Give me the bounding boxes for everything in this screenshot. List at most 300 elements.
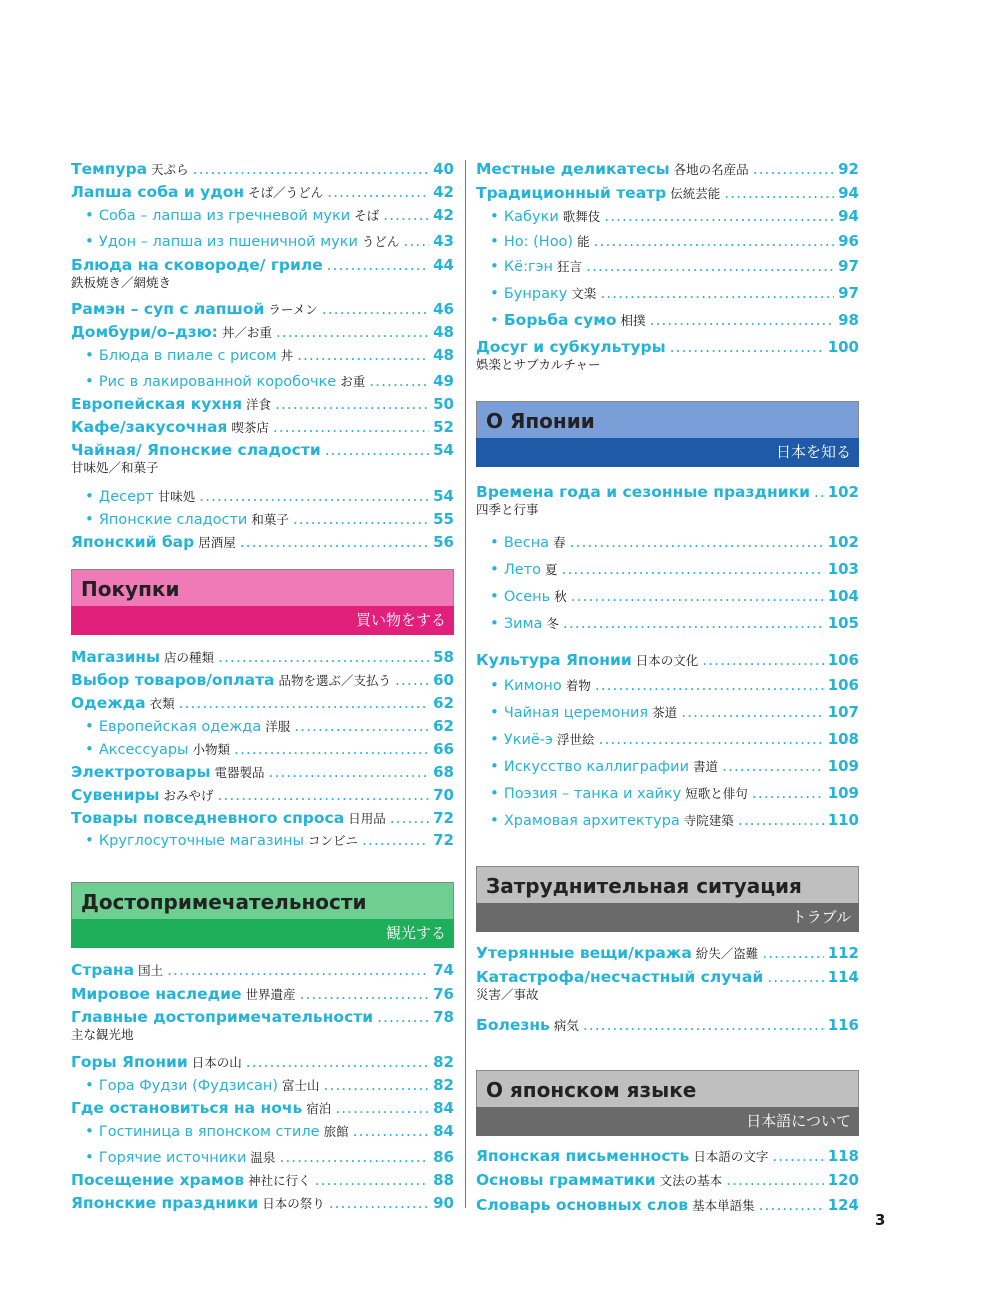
dot-leader	[315, 1170, 429, 1190]
bullet-icon: •	[85, 1122, 94, 1140]
section-subtitle: 買い物をする	[71, 606, 454, 635]
entry-japanese: 基本単語集	[692, 1198, 755, 1213]
toc-subentry[interactable]	[71, 371, 454, 392]
toc-subentry[interactable]	[71, 1121, 454, 1142]
entry-title: Сувениры	[71, 786, 160, 804]
entry-title: Блюда в пиале с рисом	[98, 348, 277, 364]
entry-page: 103	[827, 560, 859, 578]
entry-page: 118	[827, 1147, 859, 1165]
entry-title: Чайная/ Японские сладости	[71, 441, 321, 459]
entry-page: 43	[433, 232, 454, 250]
entry-japanese: 伝統芸能	[670, 186, 721, 201]
entry-page: 76	[433, 985, 454, 1003]
entry-japanese: 衣類	[149, 696, 175, 711]
entry-page: 60	[433, 671, 454, 689]
entry-title: Где остановиться на ночь	[71, 1099, 303, 1117]
entry-title: Борьба сумо	[503, 311, 617, 329]
entry-japanese: 甘味処	[157, 489, 196, 504]
entry-japanese: 鉄板焼き／網焼き	[71, 275, 172, 290]
entry-page: 96	[838, 232, 859, 250]
bullet-icon: •	[85, 740, 94, 758]
entry-title: Весна	[503, 535, 550, 551]
dot-leader	[600, 283, 834, 303]
entry-japanese: 店の種類	[164, 650, 215, 665]
section-shopping	[71, 569, 454, 635]
entry-title: Катастрофа/несчастный случай	[476, 968, 764, 986]
dot-leader	[325, 440, 429, 460]
bullet-icon: •	[490, 811, 499, 829]
dot-leader	[762, 943, 823, 963]
entry-title: Словарь основных слов	[476, 1196, 689, 1214]
entry-page: 104	[827, 587, 859, 605]
dot-leader	[269, 762, 430, 782]
entry-japanese: 相撲	[620, 313, 646, 328]
entry-page: 66	[433, 740, 454, 758]
section-subtitle: 日本語について	[476, 1107, 859, 1136]
toc-entry[interactable]	[476, 337, 859, 373]
entry-page: 90	[433, 1194, 454, 1212]
entry-title: Гостиница в японском стиле	[98, 1124, 320, 1140]
entry-japanese: 寺院建築	[683, 813, 734, 828]
entry-page: 109	[827, 784, 859, 802]
dot-leader	[395, 670, 429, 690]
entry-japanese: 病気	[553, 1018, 579, 1033]
dot-leader	[650, 310, 835, 330]
entry-japanese: 温泉	[250, 1150, 276, 1165]
entry-title: Товары повседневного спроса	[71, 809, 345, 827]
toc-entry[interactable]	[71, 532, 454, 553]
bullet-icon: •	[490, 560, 499, 578]
entry-japanese: 狂言	[557, 259, 583, 274]
entry-japanese: ラーメン	[268, 302, 318, 317]
toc-subentry[interactable]	[476, 283, 859, 304]
entry-page: 48	[433, 346, 454, 364]
toc-subentry[interactable]	[71, 1147, 454, 1168]
bullet-icon: •	[490, 533, 499, 551]
dot-leader	[753, 159, 834, 179]
bullet-icon: •	[85, 831, 94, 849]
toc-entry[interactable]	[71, 785, 454, 806]
dot-leader	[335, 1098, 429, 1118]
section-title: О Японии	[476, 401, 859, 438]
toc-subentry[interactable]	[476, 756, 859, 777]
dot-leader	[362, 830, 429, 850]
dot-leader	[759, 1195, 824, 1215]
entry-japanese: 洋服	[265, 719, 291, 734]
dot-leader	[294, 716, 429, 736]
bullet-icon: •	[490, 676, 499, 694]
entry-page: 97	[838, 257, 859, 275]
entry-title: Темпура	[71, 160, 148, 178]
toc-entry[interactable]	[476, 183, 859, 204]
bullet-icon: •	[490, 587, 499, 605]
dot-leader	[670, 337, 824, 357]
dot-leader	[276, 322, 429, 342]
entry-japanese: 世界遺産	[245, 987, 296, 1002]
section-subtitle: 日本を知る	[476, 438, 859, 467]
dot-leader	[403, 231, 429, 251]
section-about-japan	[476, 401, 859, 467]
entry-page: 62	[433, 694, 454, 712]
toc-entry[interactable]	[71, 960, 454, 981]
entry-page: 58	[433, 648, 454, 666]
entry-title: Кимоно	[503, 678, 562, 694]
entry-page: 55	[433, 510, 454, 528]
bullet-icon: •	[490, 614, 499, 632]
toc-entry[interactable]	[71, 647, 454, 668]
entry-page: 62	[433, 717, 454, 735]
section-title: О японском языке	[476, 1070, 859, 1107]
entry-page: 98	[838, 311, 859, 329]
toc-subentry[interactable]	[476, 206, 859, 227]
section-subtitle: 観光する	[71, 919, 454, 948]
entry-japanese: 洋食	[246, 397, 272, 412]
toc-entry[interactable]	[71, 299, 454, 320]
entry-title: Кё:гэн	[503, 259, 554, 275]
entry-page: 49	[433, 372, 454, 390]
entry-japanese: 浮世絵	[557, 732, 595, 747]
entry-page: 112	[827, 944, 859, 962]
section-subtitle: トラブル	[476, 903, 859, 932]
dot-leader	[595, 675, 824, 695]
toc-subentry[interactable]	[476, 613, 859, 634]
entry-title: Японские праздники	[71, 1194, 259, 1212]
entry-title: Укиё-э	[503, 732, 553, 748]
entry-japanese: 品物を選ぶ／支払う	[278, 673, 392, 688]
bullet-icon: •	[490, 703, 499, 721]
entry-japanese: 日本の祭り	[262, 1196, 325, 1211]
dot-leader	[586, 256, 834, 276]
entry-page: 52	[433, 418, 454, 436]
entry-page: 110	[827, 811, 859, 829]
dot-leader	[726, 1170, 824, 1190]
dot-leader	[300, 984, 430, 1004]
bullet-icon: •	[85, 717, 94, 735]
entry-japanese: 日本の文化	[635, 653, 699, 668]
entry-page: 70	[433, 786, 454, 804]
toc-subentry[interactable]	[71, 1075, 454, 1096]
entry-page: 107	[827, 703, 859, 721]
toc-entry[interactable]	[71, 762, 454, 783]
dot-leader	[604, 206, 834, 226]
entry-page: 82	[433, 1076, 454, 1094]
bullet-icon: •	[490, 284, 499, 302]
entry-title: Чайная церемония	[503, 705, 649, 721]
dot-leader	[752, 783, 824, 803]
toc-subentry[interactable]	[71, 486, 454, 507]
page-number: 3	[875, 1211, 886, 1229]
toc-subentry[interactable]	[71, 716, 454, 737]
entry-page: 84	[433, 1122, 454, 1140]
toc-subentry[interactable]	[71, 739, 454, 760]
entry-japanese: 電器製品	[214, 765, 265, 780]
dot-leader	[327, 182, 429, 202]
entry-title: Домбури/о–дзю:	[71, 323, 218, 341]
toc-entry[interactable]	[476, 967, 859, 1003]
entry-japanese: お重	[340, 374, 366, 389]
entry-title: Традиционный театр	[476, 184, 667, 202]
dot-leader	[240, 532, 429, 552]
dot-leader	[193, 159, 429, 179]
entry-page: 44	[433, 256, 454, 274]
entry-title: Европейская кухня	[71, 395, 243, 413]
entry-japanese: 文楽	[571, 286, 597, 301]
dot-leader	[383, 205, 429, 225]
entry-page: 105	[827, 614, 859, 632]
dot-leader	[297, 345, 429, 365]
entry-japanese: 甘味処／和菓子	[71, 460, 159, 475]
entry-page: 94	[838, 207, 859, 225]
toc-subentry[interactable]	[71, 345, 454, 366]
bullet-icon: •	[85, 372, 94, 390]
entry-japanese: そば／うどん	[248, 185, 324, 200]
dot-leader	[218, 785, 430, 805]
entry-japanese: コンビニ	[307, 833, 358, 848]
toc-subentry[interactable]	[476, 310, 859, 331]
entry-page: 94	[838, 184, 859, 202]
entry-title: Основы грамматики	[476, 1171, 656, 1189]
dot-leader	[563, 613, 824, 633]
dot-leader	[594, 231, 835, 251]
dot-leader	[275, 394, 429, 414]
dot-leader	[324, 1075, 430, 1095]
entry-page: 56	[433, 533, 454, 551]
dot-leader	[724, 183, 834, 203]
dot-leader	[738, 810, 824, 830]
toc-entry[interactable]	[476, 1015, 859, 1036]
toc-entry[interactable]	[71, 670, 454, 691]
entry-japanese: 能	[577, 234, 590, 249]
toc-subentry[interactable]	[476, 702, 859, 723]
entry-title: Японская письменность	[476, 1147, 690, 1165]
entry-title: Но: (Ноо)	[503, 234, 574, 250]
entry-page: 109	[827, 757, 859, 775]
entry-japanese: 各地の名産品	[673, 162, 749, 177]
bullet-icon: •	[85, 487, 94, 505]
bullet-icon: •	[490, 257, 499, 275]
entry-page: 42	[433, 183, 454, 201]
entry-page: 40	[433, 160, 454, 178]
toc-subentry[interactable]	[476, 231, 859, 252]
entry-title: Утерянные вещи/кража	[476, 944, 692, 962]
dot-leader	[562, 559, 824, 579]
dot-leader	[234, 739, 429, 759]
toc-entry[interactable]	[476, 650, 859, 671]
toc-entry[interactable]	[71, 1170, 454, 1191]
toc-entry[interactable]	[71, 159, 454, 180]
dot-leader	[814, 482, 824, 502]
entry-page: 106	[827, 676, 859, 694]
entry-title: Аксессуары	[98, 742, 189, 758]
toc-entry[interactable]	[71, 1193, 454, 1214]
entry-page: 84	[433, 1099, 454, 1117]
dot-leader	[327, 255, 429, 275]
entry-japanese: うどん	[361, 234, 400, 249]
entry-page: 68	[433, 763, 454, 781]
dot-leader	[246, 1052, 429, 1072]
toc-entry[interactable]	[476, 1195, 859, 1216]
toc-entry[interactable]	[476, 943, 859, 964]
entry-japanese: 日本の山	[191, 1055, 242, 1070]
section-title: Достопримечательности	[71, 882, 454, 919]
toc-subentry[interactable]	[71, 830, 454, 851]
entry-title: Болезнь	[476, 1016, 550, 1034]
column-divider	[465, 160, 466, 1208]
entry-japanese: 富士山	[281, 1078, 320, 1093]
toc-entry[interactable]	[71, 417, 454, 438]
toc-entry[interactable]	[71, 394, 454, 415]
entry-title: Магазины	[71, 648, 161, 666]
dot-leader	[293, 509, 429, 529]
toc-subentry[interactable]	[71, 509, 454, 530]
bullet-icon: •	[85, 1148, 94, 1166]
toc-entry[interactable]	[476, 159, 859, 180]
entry-page: 72	[433, 809, 454, 827]
toc-subentry[interactable]	[476, 559, 859, 580]
entry-page: 42	[433, 206, 454, 224]
dot-leader	[599, 729, 824, 749]
toc-subentry[interactable]	[476, 675, 859, 696]
entry-title: Рис в лакированной коробочке	[98, 374, 337, 390]
entry-japanese: そば	[354, 208, 380, 223]
section-japanese-language	[476, 1070, 859, 1136]
dot-leader	[570, 532, 824, 552]
entry-title: Бунраку	[503, 286, 568, 302]
toc-subentry[interactable]	[71, 205, 454, 226]
dot-leader	[279, 1147, 429, 1167]
entry-title: Мировое наследие	[71, 985, 242, 1003]
dot-leader	[273, 417, 429, 437]
entry-title: Рамэн – суп с лапшой	[71, 300, 265, 318]
entry-title: Гора Фудзи (Фудзисан)	[98, 1078, 278, 1094]
dot-leader	[322, 299, 429, 319]
entry-title: Поэзия – танка и хайку	[503, 786, 682, 802]
bullet-icon: •	[490, 784, 499, 802]
entry-japanese: 夏	[545, 562, 558, 577]
dot-leader	[767, 967, 823, 987]
entry-japanese: 着物	[565, 678, 591, 693]
bullet-icon: •	[85, 510, 94, 528]
entry-title: Искусство каллиграфии	[503, 759, 689, 775]
toc-subentry[interactable]	[476, 256, 859, 277]
entry-japanese: 文法の基本	[659, 1173, 723, 1188]
entry-title: Одежда	[71, 694, 146, 712]
entry-title: Зима	[503, 616, 543, 632]
toc-subentry[interactable]	[476, 783, 859, 804]
toc-entry[interactable]	[71, 808, 454, 829]
bullet-icon: •	[85, 1076, 94, 1094]
toc-entry[interactable]	[476, 1170, 859, 1191]
section-title: Покупки	[71, 569, 454, 606]
entry-page: 74	[433, 961, 454, 979]
dot-leader	[369, 371, 429, 391]
entry-japanese: 居酒屋	[198, 535, 236, 550]
entry-page: 46	[433, 300, 454, 318]
toc-entry[interactable]	[71, 322, 454, 343]
entry-page: 124	[827, 1196, 859, 1214]
bullet-icon: •	[85, 346, 94, 364]
dot-leader	[377, 1007, 429, 1027]
bullet-icon: •	[490, 730, 499, 748]
toc-entry[interactable]	[71, 984, 454, 1005]
dot-leader	[583, 1015, 824, 1035]
entry-page: 48	[433, 323, 454, 341]
entry-title: Десерт	[98, 489, 154, 505]
dot-leader	[218, 647, 429, 667]
entry-japanese: 紛失／盗難	[695, 946, 759, 961]
bullet-icon: •	[85, 232, 94, 250]
entry-japanese: 天ぷら	[151, 162, 189, 177]
entry-title: Электротовары	[71, 763, 211, 781]
entry-japanese: 茶道	[652, 705, 678, 720]
entry-page: 72	[433, 831, 454, 849]
entry-page: 54	[433, 441, 454, 459]
entry-page: 108	[827, 730, 859, 748]
entry-japanese: 書道	[693, 759, 719, 774]
entry-japanese: おみやげ	[163, 788, 214, 803]
entry-japanese: 四季と行事	[476, 502, 539, 517]
entry-title: Посещение храмов	[71, 1171, 245, 1189]
dot-leader	[167, 960, 429, 980]
toc-entry[interactable]	[71, 440, 454, 476]
entry-title: Храмовая архитектура	[503, 813, 680, 829]
dot-leader	[681, 702, 824, 722]
section-sights	[71, 882, 454, 948]
entry-japanese: 丼	[280, 348, 294, 363]
entry-japanese: 冬	[546, 616, 559, 631]
toc-entry[interactable]	[71, 182, 454, 203]
entry-page: 88	[433, 1171, 454, 1189]
entry-japanese: 喫茶店	[231, 420, 269, 435]
toc-entry[interactable]	[71, 1007, 454, 1043]
toc-entry[interactable]	[71, 1052, 454, 1073]
entry-title: Японские сладости	[98, 512, 248, 528]
section-trouble	[476, 866, 859, 932]
entry-title: Блюда на сковороде/ гриле	[71, 256, 323, 274]
entry-title: Европейская одежда	[98, 719, 262, 735]
toc-entry[interactable]	[71, 1098, 454, 1119]
toc-subentry[interactable]	[476, 586, 859, 607]
entry-page: 78	[433, 1008, 454, 1026]
entry-title: Лапша соба и удон	[71, 183, 245, 201]
entry-page: 116	[827, 1016, 859, 1034]
toc-entry[interactable]	[476, 482, 859, 518]
entry-page: 97	[838, 284, 859, 302]
entry-japanese: 小物類	[192, 742, 231, 757]
toc-entry[interactable]	[476, 1146, 859, 1167]
entry-title: Осень	[503, 589, 551, 605]
toc-entry[interactable]	[71, 255, 454, 291]
toc-entry[interactable]	[71, 693, 454, 714]
entry-page: 92	[838, 160, 859, 178]
toc-subentry[interactable]	[476, 729, 859, 750]
entry-japanese: 日用品	[348, 811, 386, 826]
entry-japanese: 春	[553, 535, 566, 550]
bullet-icon: •	[490, 757, 499, 775]
entry-japanese: 和菓子	[251, 512, 289, 527]
dot-leader	[179, 693, 430, 713]
entry-japanese: 主な観光地	[71, 1027, 134, 1042]
entry-title: Местные деликатесы	[476, 160, 670, 178]
toc-subentry[interactable]	[476, 532, 859, 553]
entry-japanese: 日本語の文字	[693, 1149, 769, 1164]
entry-title: Японский бар	[71, 533, 195, 551]
entry-japanese: 歌舞伎	[562, 209, 601, 224]
entry-page: 50	[433, 395, 454, 413]
toc-subentry[interactable]	[71, 231, 454, 252]
toc-subentry[interactable]	[476, 810, 859, 831]
dot-leader	[571, 586, 824, 606]
